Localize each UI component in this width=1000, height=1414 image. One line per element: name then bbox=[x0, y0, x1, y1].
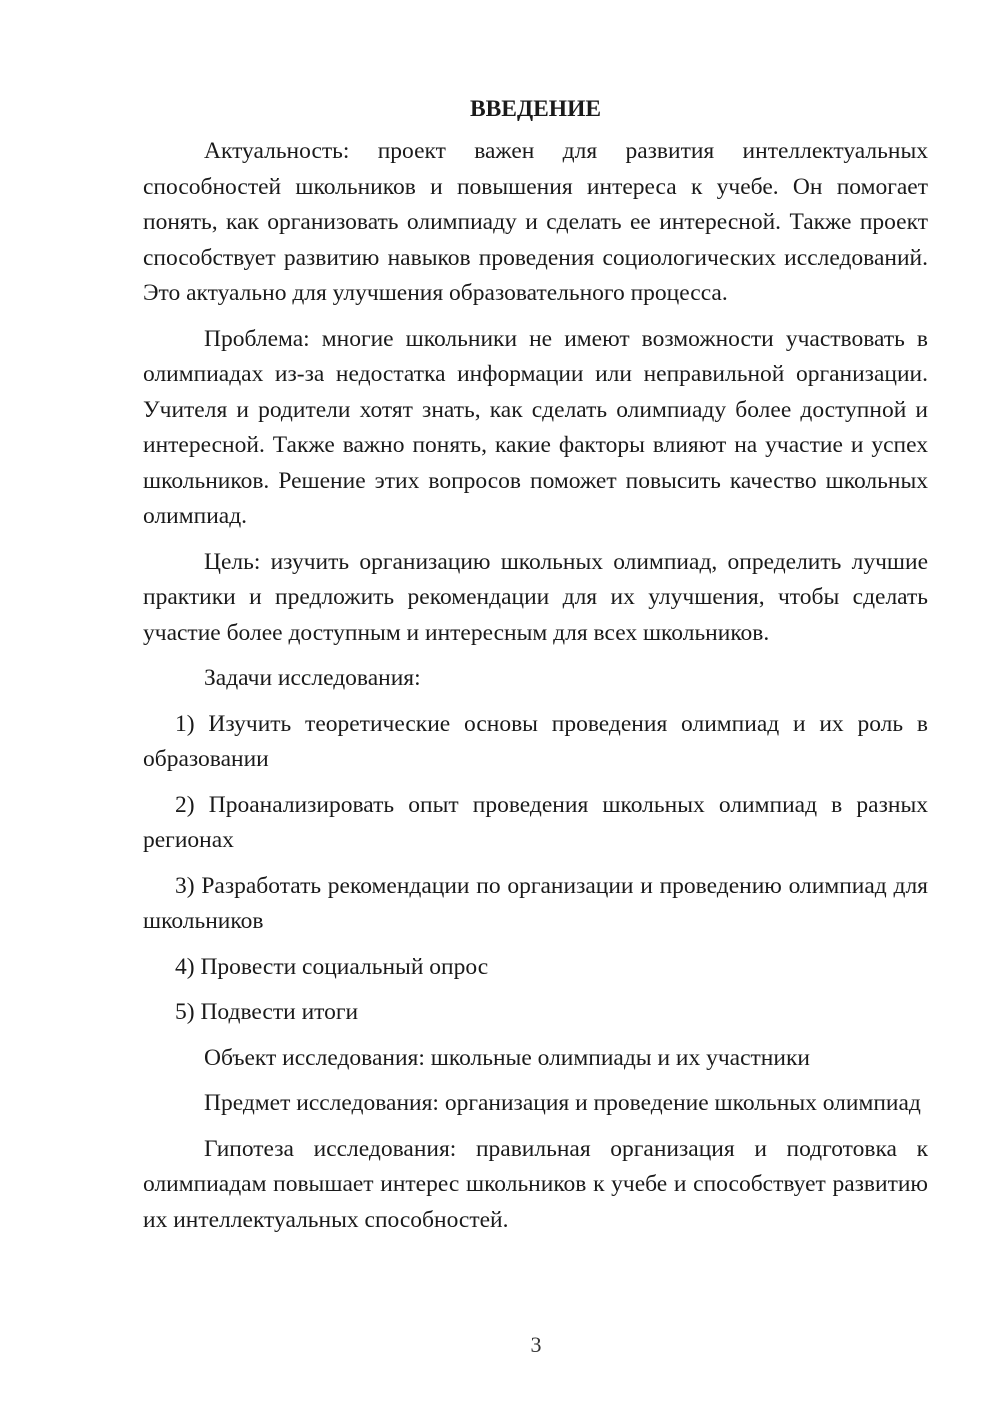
page-title: ВВЕДЕНИЕ bbox=[469, 96, 602, 122]
problem-paragraph: Проблема: многие школьники не имеют возможности участвовать в олимпиадах из-за недостатка информации или неправильной организации. Учителя и родители хотят знать, как сделать олимпиаду более доступной и интересной. Также важно понять, какие факторы влияют на участие и успех школьников. Решение этих вопросов поможет повысить качество школьных олимпиад. bbox=[143, 325, 928, 529]
task-item-3: 3) Разработать рекомендации по организации и проведению олимпиад для школьников bbox=[143, 872, 928, 934]
task-item-4: 4) Провести социальный опрос bbox=[175, 953, 489, 980]
task-item-5: 5) Подвести итоги bbox=[175, 999, 359, 1025]
page-number: 3 bbox=[530, 1332, 542, 1357]
task-item-1: 1) Изучить теоретические основы проведения олимпиад и их роль в образовании bbox=[143, 710, 928, 772]
subject-paragraph: Предмет исследования: организация и проведение школьных олимпиад bbox=[204, 1090, 921, 1116]
tasks-title: Задачи исследования: bbox=[204, 665, 421, 691]
task-item-2: 2) Проанализировать опыт проведения школьных олимпиад в разных регионах bbox=[143, 791, 928, 853]
hypothesis-paragraph: Гипотеза исследования: правильная организация и подготовка к олимпиадам повышает интерес школьников к учебе и способствует развитию их интеллектуальных способностей. bbox=[143, 1135, 928, 1233]
document-page bbox=[143, 92, 928, 1248]
goal-paragraph: Цель: изучить организацию школьных олимпиад, определить лучшие практики и предложить рекомендации для их улучшения, чтобы сделать участие более доступным и интересным для всех школьников. bbox=[143, 548, 928, 646]
object-paragraph: Объект исследования: школьные олимпиады и их участники bbox=[204, 1044, 810, 1071]
relevance-paragraph: Актуальность: проект важен для развития интеллектуальных способностей школьников и повышения интереса к учебе. Он помогает понять, как организовать олимпиаду и сделать ее интересной. Также проект способствует развитию навыков проведения социологических исследований. Это актуально для улучшения образовательного процесса. bbox=[143, 138, 928, 306]
